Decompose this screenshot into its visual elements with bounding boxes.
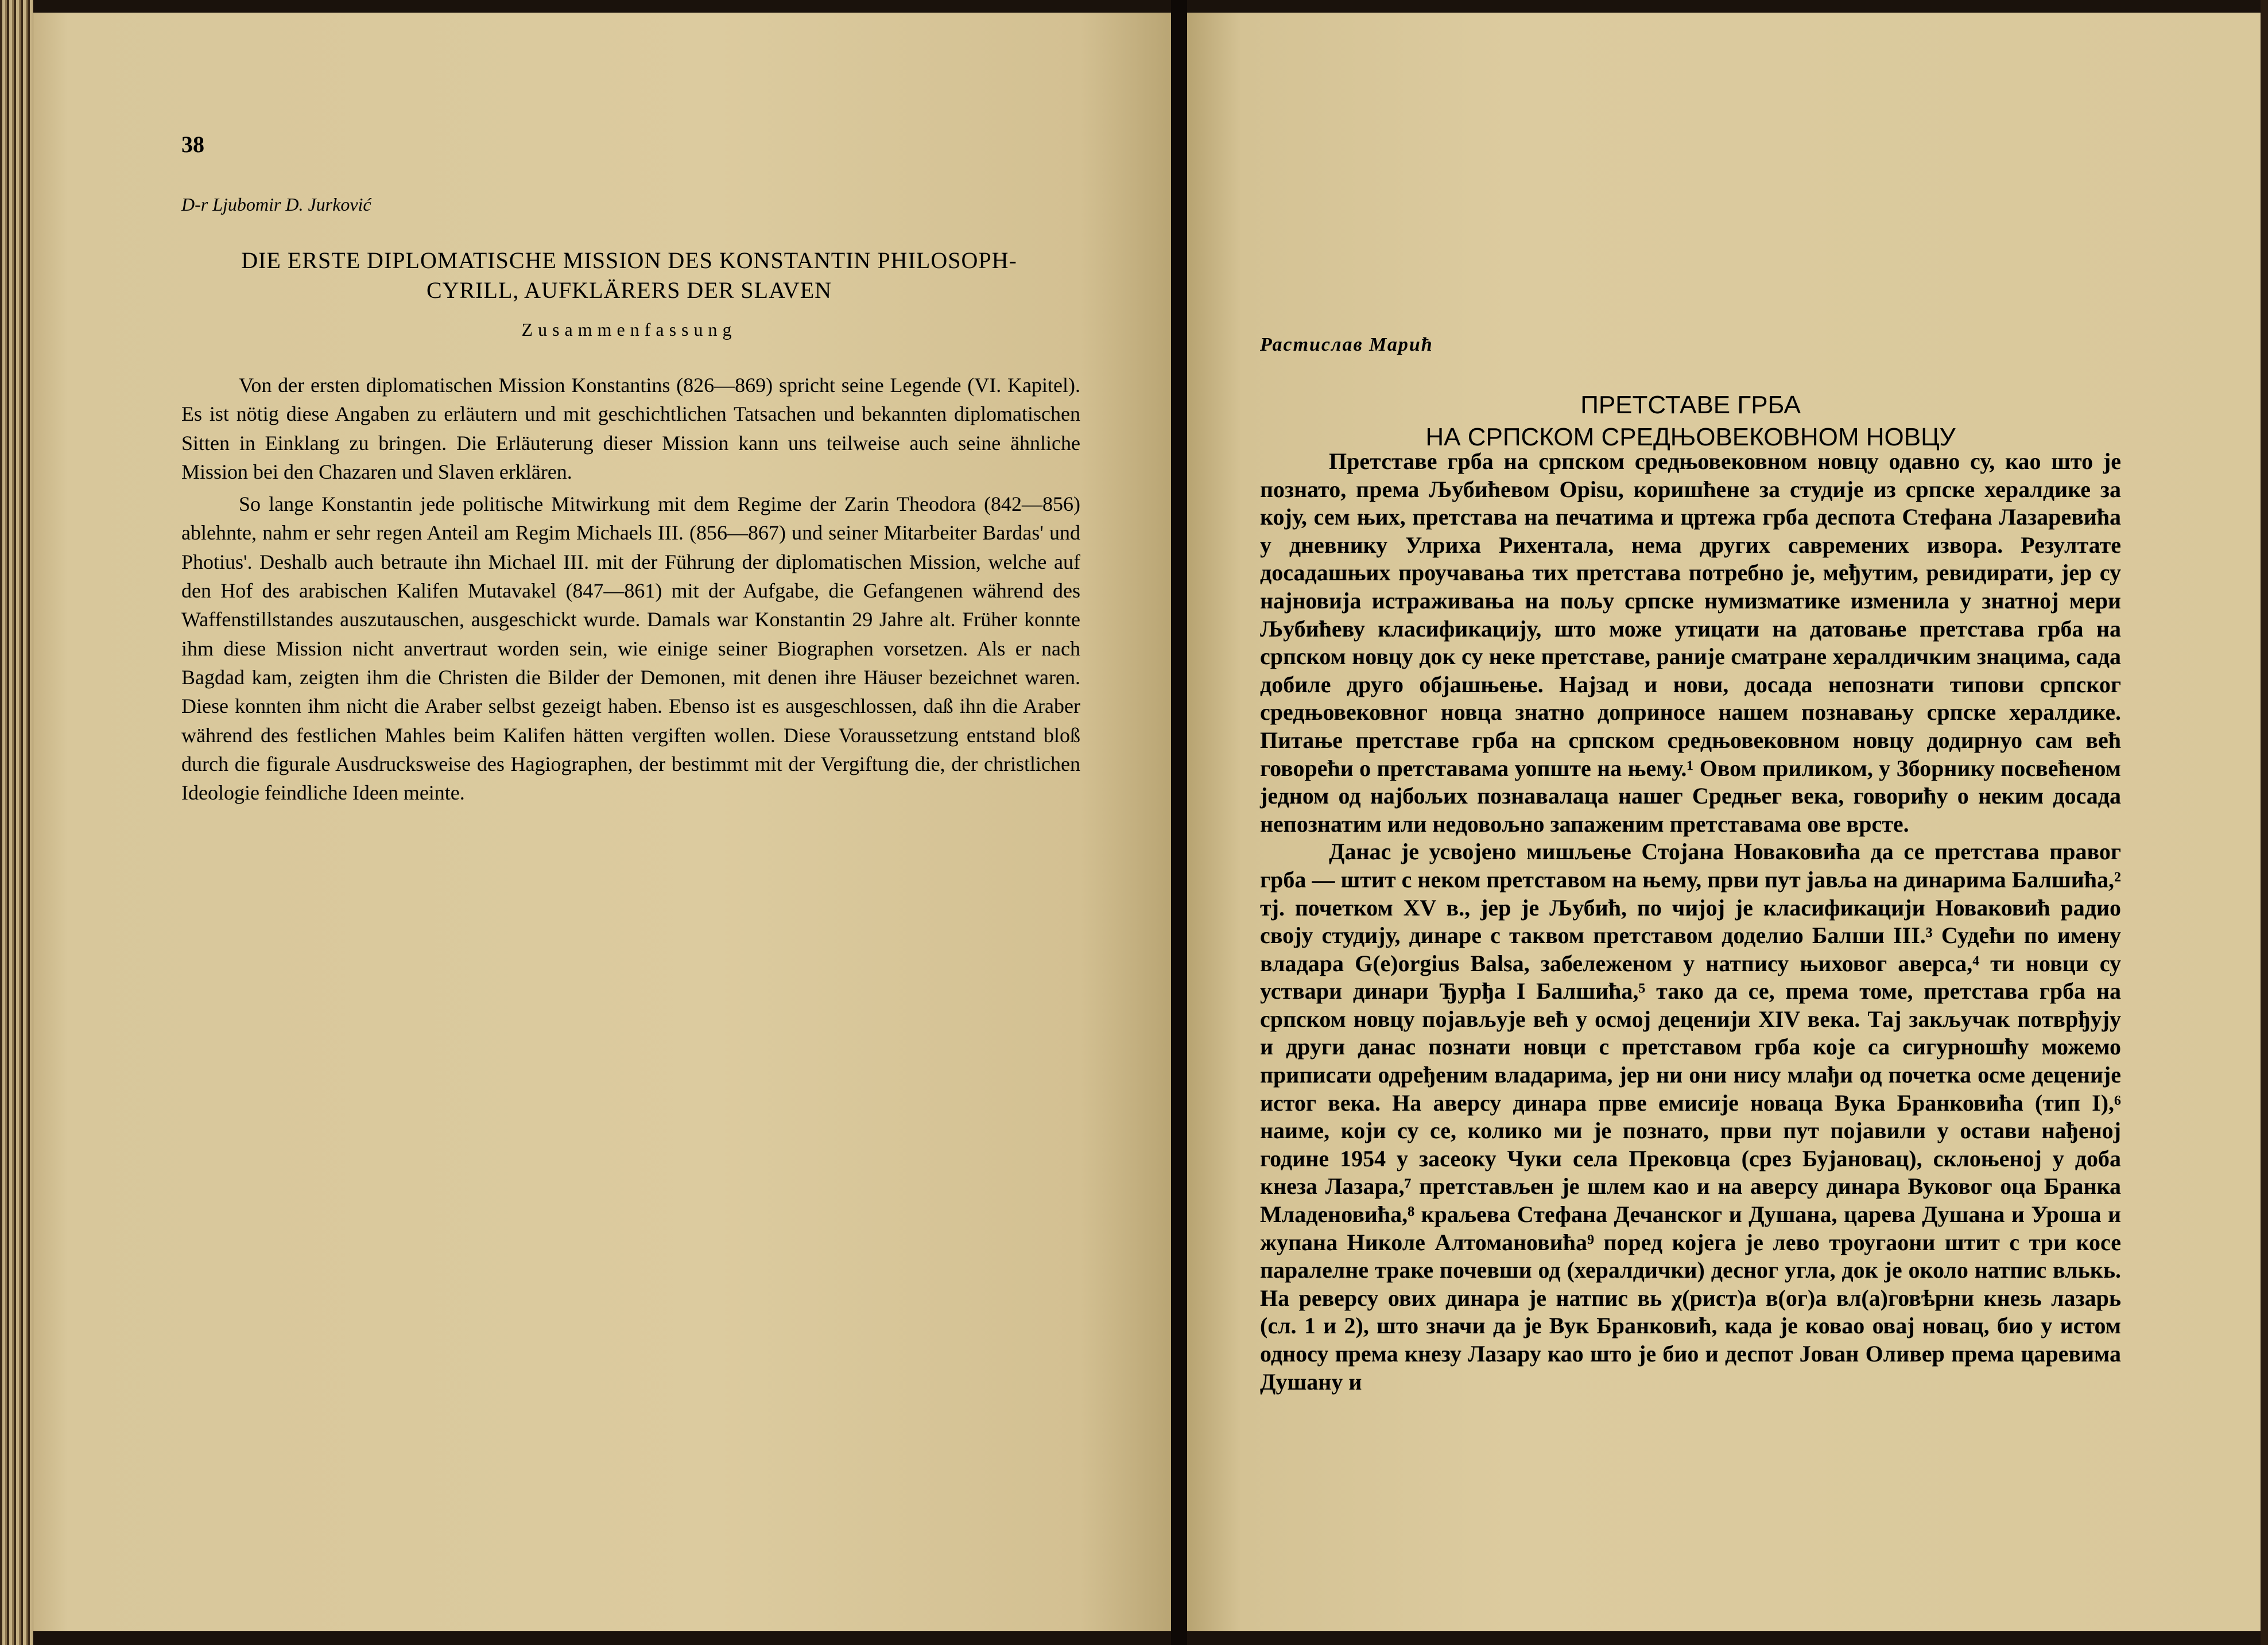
title-left-line1: DIE ERSTE DIPLOMATISCHE MISSION DES KONSTANTIN PHILOSOPH- bbox=[241, 247, 1017, 273]
page-number: 38 bbox=[181, 131, 204, 157]
author-left: D-r Ljubomir D. Jurković bbox=[181, 194, 371, 215]
title-right-line2: НА СРПСКОМ СРЕДЊОВЕКОВНОМ НОВЦУ bbox=[1425, 423, 1956, 451]
subtitle-left: Zusammenfassung bbox=[521, 319, 737, 340]
title-left-line2: CYRILL, AUFKLÄRERS DER SLAVEN bbox=[426, 277, 832, 303]
paragraph: Претставе грба на српском средњовековном новцу одавно су, као што је познато, према Љубићевом Opisu, коришћене за студије из српске хералдике за коју, сем њих, претстава на печатима и цртежа грба деспота Стефана Лазаревића у дневнику Улриха Рихентала, нема других савремених извора. Резултате досадашњих проучавања тих претстава потребно је, међутим, ревидирати, јер су најновија истраживања на пољу српске нумизматике изменила у знатној мери Љубићеву класификацију, што може утицати на датовање претстава грба на српском новцу док су неке претставе, раније сматране хералдичким знацима, сада добиле друго објашњење. Најзад и нови, досада непознати типови српског средњовековног новца знатно доприносе нашем познавању српске хералдике. Питање претставе грба на српском средњовековном новцу додирнуо сам већ говорећи о претставама уопште на њему.¹ Овом приликом, у Зборнику посвећеном једном од најбољих познавалаца нашег Средњег века, говорићу о неким досада непознатим или недовољно запаженим претставама ове врсте. bbox=[1260, 448, 2121, 837]
body-right bbox=[1260, 448, 2121, 1396]
title-right-line1: ПРЕТСТАВЕ ГРБА bbox=[1580, 391, 1801, 419]
paragraph: So lange Konstantin jede politische Mitwirkung mit dem Regime der Zarin Theodora (842—856) ablehnte, nahm er sehr regen Anteil am Regim Michaels III. (856—867) und seiner Mitarbeiter Bardas' und Photius'. Deshalb auch betraute ihn Michael III. mit der Führung der diplomatischen Mission, welche auf den Hof des arabischen Kalifen Mutavakel (847—861) mit der Aufgabe, die Gefangenen während des Waffenstillstandes auszutauschen, ausgeschickt wurde. Damals war Konstantin 29 Jahre alt. Früher konnte ihm diese Mission nicht anvertraut worden sein, wie einige seiner Biographen vorsetzen. Als er nach Bagdad kam, zeigten ihm die Christen die Bilder der Demonen, mit denen ihre Häuser bezeichnet waren. Diese konnten ihm nicht die Araber selbst gezeigt haben. Ebenso ist es ausgeschlossen, daß ihn die Araber während des festlichen Mahles beim Kalifen hätten vergiften wollen. Diese Voraussetzung entstand bloß durch die figurale Ausdrucksweise des Hagiographen, der bestimmt mit der Vergiftung die, der christlichen Ideologie feindliche Ideen meinte. bbox=[181, 492, 1080, 805]
title-left bbox=[181, 246, 1077, 305]
author-right: Растислав Марић bbox=[1260, 334, 1433, 355]
book-gutter bbox=[1171, 0, 1187, 1645]
title-right bbox=[1260, 389, 2121, 453]
page-edges bbox=[0, 0, 33, 1645]
paragraph: Данас је усвојено мишљење Стојана Новаковића да се претстава правог грба — штит с неком претставом на њему, први пут јавља на динарима Балшића,² тј. почетком XV в., јер је Љубић, по чијој је класификацији Новаковић радио своју студију, динаре с таквом претставом доделио Балши III.³ Судећи по имену владара G(e)orgius Balsa, забележеном у натпису њиховог аверса,⁴ ти новци су уствари динари Ђурђа I Балшића,⁵ тако да се, према томе, претстава грба на српском новцу појављује већ у осмој деценији XIV века. Тај закључак потврђују и други данас познати новци с претставом грба које са сигурношћу можемо приписати одређеним владарима, јер ни они нису млађи од почетка осме деценије истог века. На аверсу динара прве емисије новаца Вука Бранковића (тип I),⁶ наиме, који су се, колико ми је познато, први пут појавили у остави нађеној године 1954 у засеоку Чуки села Прековца (срез Бујановац), склоњеној у доба кнеза Лазара,⁷ претстављен је шлем као и на аверсу динара Вуковог оца Бранка Младеновића,⁸ краљева Стефана Дечанског и Душана, царева Душана и Уроша и жупана Николе Алтомановића⁹ поред којега је лево троугаони штит с три косе паралелне траке почевши од (хералдички) десног угла, док је около натпис влькь. На реверсу ових динара је натпис вь χ(рист)а в(ог)а вл(а)говѣрни кнезь лазарь (сл. 1 и 2), што значи да је Вук Бранковић, када је ковао овај новац, био у истом односу према кнезу Лазару као што је био и деспот Јован Оливер према царевима Душану и bbox=[1260, 839, 2121, 1395]
right-edge bbox=[2261, 0, 2268, 1645]
body-left bbox=[181, 371, 1080, 810]
paragraph: Von der ersten diplomatischen Mission Konstantins (826—869) spricht seine Legende (VI. Kapitel). Es ist nötig diese Angaben zu erläutern und mit geschichtlichen Tatsachen und bekannten diplomatischen Sitten in Einklang zu bringen. Die Erläuterung dieser Mission kann uns teilweise auch seine ähnliche Mission bei den Chazaren und Slaven erklären. bbox=[181, 374, 1080, 483]
